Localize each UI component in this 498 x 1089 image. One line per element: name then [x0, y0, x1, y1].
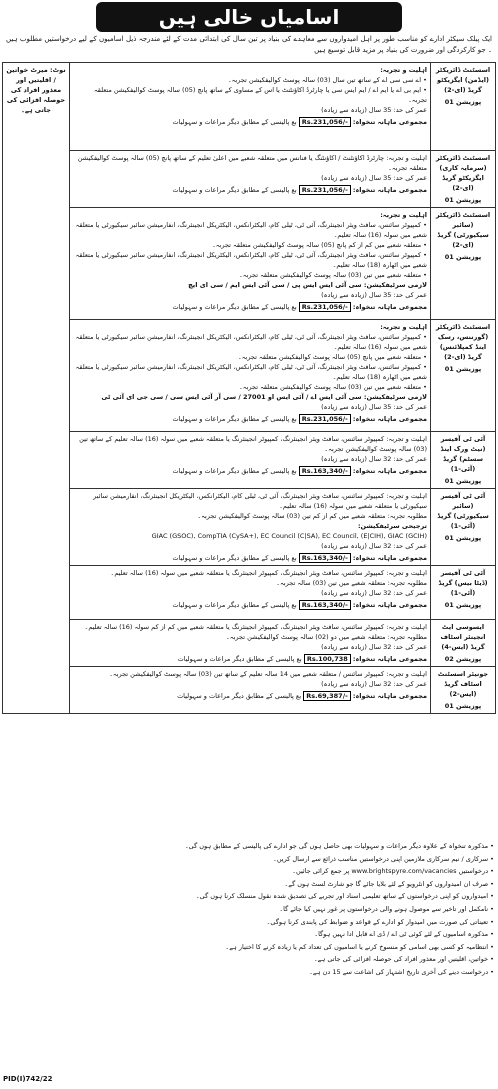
positions-table — [2, 62, 496, 714]
requirement-line: عمر کی حد: 32 سال (زیادہ سے زیادہ) — [321, 643, 427, 651]
salary-line — [73, 654, 427, 664]
position-name: آئی ٹی آفیسر (ڈیٹا بیس) گریڈ (آئی-1) — [438, 569, 488, 597]
salary-label: مجموعی ماہانہ تنخواہ: — [352, 655, 427, 663]
note-item: • نامکمل اور تاخیر سے موصول ہونے والی درخواستوں پر غور نہیں کیا جائے گا۔ — [80, 903, 494, 916]
requirement-line: لازمی سرٹیفکیشن: سی آئی ایس اے / آئی ایس او 27001 / سی آر آئی ایس سی / سی جی ای آئی ٹی — [101, 393, 427, 401]
position-count: پوزیشن 02 — [444, 655, 482, 663]
salary-line — [73, 466, 427, 476]
requirement-line: مطلوبہ تجربہ: متعلقہ شعبے میں کم از کم تین (03) سالہ پوسٹ کوالیفکیشن تجربہ۔ — [197, 512, 427, 520]
requirement-line: • متعلقہ شعبے میں کم از کم پانچ (05) سالہ پوسٹ کوالیفکیشن متعلقہ تجربہ۔ — [211, 241, 427, 249]
position-row — [3, 208, 496, 320]
requirement-line: اہلیت و تجربہ: — [380, 323, 427, 331]
salary-amount: Rs.231,056/- — [299, 414, 351, 424]
position-count: پوزیشن 01 — [444, 534, 482, 542]
requirement-line: عمر کی حد: 32 سال (زیادہ سے زیادہ) — [321, 542, 427, 550]
position-title-cell — [431, 151, 496, 208]
requirement-line: • کمپیوٹر سائنس، سافٹ ویئر انجینئرنگ، آئی ٹی، ٹیلی کام، الیکٹرانکس، الیکٹریکل انجینئرنگ، انفارمیشن سائبر سیکیورٹی یا متعلقہ شعبے میں اٹھارہ (18) سالہ تعلیم۔ — [75, 251, 427, 269]
salary-note: بع پالیسی کے مطابق دیگر مراعات و سہولیات — [172, 554, 297, 562]
position-row — [3, 667, 496, 714]
salary-amount: Rs.69,387/- — [303, 691, 351, 701]
note-item: • امیدواروں کو اپنی درخواستوں کے ساتھ تعلیمی اسناد اور تجربے کی تصدیق شدہ نقول منسلک کرنا ہوں گی۔ — [80, 890, 494, 903]
pid-code: PID(I)742/22 — [3, 1075, 53, 1083]
note-item: • درخواست دینے کی آخری تاریخ اشتہار کی اشاعت سے 15 دن ہے۔ — [80, 966, 494, 979]
position-count: پوزیشن 01 — [444, 98, 482, 106]
salary-note: بع پالیسی کے مطابق دیگر مراعات و سہولیات — [172, 601, 297, 609]
salary-line — [73, 302, 427, 312]
salary-label: مجموعی ماہانہ تنخواہ: — [352, 601, 427, 609]
salary-line — [73, 117, 427, 127]
position-count: پوزیشن 01 — [444, 601, 482, 609]
requirement-line: • متعلقہ شعبے میں پانچ (05) سالہ پوسٹ کوالیفکیشن متعلقہ تجربہ۔ — [237, 353, 427, 361]
position-name: اسسٹنٹ ڈائریکٹر (سائبر سیکیورٹی) گریڈ (ای-2) — [435, 211, 491, 249]
position-title-cell — [431, 208, 496, 320]
position-title-cell — [431, 489, 496, 566]
salary-label: مجموعی ماہانہ تنخواہ: — [352, 554, 427, 562]
position-row — [3, 489, 496, 566]
requirement-line: عمر کی حد: 35 سال (زیادہ سے زیادہ) — [321, 403, 427, 411]
salary-label: مجموعی ماہانہ تنخواہ: — [352, 186, 427, 194]
requirement-line: عمر کی حد: 32 سال (زیادہ سے زیادہ) — [321, 455, 427, 463]
note-item: • درخواستیں www.brightspyre.com/vacancies پر جمع کرائی جائیں۔ — [80, 865, 494, 878]
requirements-cell — [70, 667, 431, 714]
page-title: اسامیاں خالی ہیں — [96, 2, 402, 32]
position-row — [3, 566, 496, 620]
requirement-line: عمر کی حد: 35 سال (زیادہ سے زیادہ) — [321, 106, 427, 114]
position-title-cell — [431, 63, 496, 151]
position-name: جونیئر اسسٹنٹ اسٹاف گریڈ (ایس-2) — [437, 670, 489, 698]
requirement-line: • ایم بی اے یا ایم اے / ایم ایس سی یا چارٹرڈ اکاؤنٹنٹ یا اس کے مساوی کے ساتھ پانچ (05) سالہ پوسٹ کوالیفکیشن متعلقہ تجربہ۔ — [93, 86, 427, 104]
salary-label: مجموعی ماہانہ تنخواہ: — [352, 303, 427, 311]
salary-note: بع پالیسی کے مطابق دیگر مراعات و سہولیات — [172, 118, 297, 126]
salary-line — [73, 691, 427, 701]
position-count: پوزیشن 01 — [444, 702, 482, 710]
salary-line — [73, 553, 427, 563]
salary-line — [73, 414, 427, 424]
salary-line — [73, 185, 427, 195]
salary-note: بع پالیسی کے مطابق دیگر مراعات و سہولیات — [177, 655, 302, 663]
salary-amount: Rs.231,056/- — [299, 117, 351, 127]
requirements-cell — [70, 320, 431, 432]
position-row — [3, 320, 496, 432]
note-item: • سرکاری / نیم سرکاری ملازمین اپنی درخواستیں مناسب ذرائع سے ارسال کریں۔ — [80, 853, 494, 866]
requirement-line: • کمپیوٹر سائنس، سافٹ ویئر انجینئرنگ، آئی ٹی، ٹیلی کام، الیکٹرانکس، الیکٹریکل انجینئرنگ، انفارمیشن سائبر سیکیورٹی یا متعلقہ شعبے میں سولہ (16) سالہ تعلیم۔ — [75, 221, 427, 239]
requirement-line: عمر کی حد: 32 سال (زیادہ سے زیادہ) — [321, 589, 427, 597]
salary-label: مجموعی ماہانہ تنخواہ: — [352, 692, 427, 700]
requirement-line: GIAC (GSOC), CompTIA (CySA+), EC Council (C|SA), EC Council, (E|CIH), GIAC (GCIH) — [151, 532, 427, 540]
requirement-line: عمر کی حد: 35 سال (زیادہ سے زیادہ) — [321, 291, 427, 299]
salary-label: مجموعی ماہانہ تنخواہ: — [352, 467, 427, 475]
requirement-line: اہلیت و تجربہ: کمپیوٹر سائنس / متعلقہ شعبے میں 14 سالہ تعلیم کے ساتھ تین (03) سالہ پوسٹ کوالیفکیشن تجربہ۔ — [109, 670, 427, 678]
position-name: آئی ٹی آفیسر (نیٹ ورک اینڈ سسٹم) گریڈ (آئی-1) — [440, 435, 486, 473]
position-row — [3, 63, 496, 151]
requirements-cell — [70, 63, 431, 151]
requirement-line: • متعلقہ شعبے میں تین (03) سالہ پوسٹ کوالیفکیشن متعلقہ تجربہ۔ — [239, 383, 427, 391]
requirement-line: • متعلقہ شعبے میں تین (03) سالہ پوسٹ کوالیفکیشن متعلقہ تجربہ۔ — [239, 271, 427, 279]
salary-label: مجموعی ماہانہ تنخواہ: — [352, 118, 427, 126]
position-title-cell — [431, 432, 496, 489]
salary-amount: Rs.231,056/- — [299, 185, 351, 195]
salary-amount: Rs.163,340/- — [299, 600, 351, 610]
requirement-line: اہلیت و تجربہ: کمپیوٹر سائنس، سافٹ ویئر انجینئرنگ، کمپیوٹر انجینئرنگ یا متعلقہ شعبے میں سولہ (16) سالہ تعلیم۔ — [110, 569, 427, 577]
position-name: آئی ٹی آفیسر (سائبر سیکیورٹی) گریڈ (آئی-1) — [437, 492, 489, 530]
salary-line — [73, 600, 427, 610]
position-row — [3, 620, 496, 667]
salary-note: بع پالیسی کے مطابق دیگر مراعات و سہولیات — [177, 692, 302, 700]
requirement-line: • کمپیوٹر سائنس، سافٹ ویئر انجینئرنگ، آئی ٹی، ٹیلی کام، الیکٹرانکس، الیکٹریکل انجینئرنگ، انفارمیشن سائبر سیکیورٹی یا متعلقہ شعبے میں سولہ (16) سالہ تعلیم۔ — [75, 333, 427, 351]
requirements-cell — [70, 566, 431, 620]
requirements-cell — [70, 432, 431, 489]
position-count: پوزیشن 01 — [444, 477, 482, 485]
position-name: اسسٹنٹ ڈائریکٹر (سرمایہ کاری) ایگزیکٹو گریڈ (ای-2) — [435, 154, 491, 192]
requirement-line: ترجیحی سرٹیفکیشن: — [357, 522, 427, 530]
position-title-cell — [431, 566, 496, 620]
note-item: • انتظامیہ کو کسی بھی اسامی کو منسوخ کرنے یا اسامیوں کی تعداد کم یا زیادہ کرنے کا اختیار ہے۔ — [80, 941, 494, 954]
requirements-cell — [70, 151, 431, 208]
position-count: پوزیشن 01 — [444, 196, 482, 204]
requirement-line: مطلوبہ تجربہ: متعلقہ شعبے میں تین (03) سالہ تجربہ۔ — [276, 579, 427, 587]
salary-note: بع پالیسی کے مطابق دیگر مراعات و سہولیات — [172, 415, 297, 423]
requirement-line: اہلیت و تجربہ: کمپیوٹر سائنس، سافٹ ویئر انجینئرنگ، آئی ٹی، ٹیلی کام، الیکٹرانکس، الیکٹریکل انجینئرنگ، انفارمیشن سائبر سیکیورٹی یا متعلقہ شعبے میں سولہ (16) سالہ تعلیم۔ — [93, 492, 427, 510]
requirement-line: مطلوبہ تجربہ: متعلقہ شعبے میں دو (02) سالہ پوسٹ کوالیفکیشن تجربہ۔ — [226, 633, 427, 641]
requirement-line: اہلیت و تجربہ: — [380, 66, 427, 74]
salary-note: بع پالیسی کے مطابق دیگر مراعات و سہولیات — [172, 186, 297, 194]
requirements-cell — [70, 208, 431, 320]
requirement-line: عمر کی حد: 32 سال (زیادہ سے زیادہ) — [321, 680, 427, 688]
position-title-cell — [431, 620, 496, 667]
salary-amount: Rs.100,738 — [304, 654, 351, 664]
salary-note: بع پالیسی کے مطابق دیگر مراعات و سہولیات — [172, 303, 297, 311]
position-count: پوزیشن 01 — [444, 253, 482, 261]
position-title-cell — [431, 667, 496, 714]
position-row — [3, 432, 496, 489]
requirements-cell — [70, 489, 431, 566]
note-item: • تعیناتی کی صورت میں امیدوار کو ادارے کے قواعد و ضوابط کی پابندی کرنا ہوگی۔ — [80, 916, 494, 929]
salary-note: بع پالیسی کے مطابق دیگر مراعات و سہولیات — [172, 467, 297, 475]
position-row — [3, 151, 496, 208]
side-note-cell: نوٹ: میرٹ خواتین / اقلیتیں اور معذور افراد کی حوصلہ افزائی کی جاتی ہے۔ — [3, 63, 70, 714]
notes-list — [80, 840, 494, 979]
requirement-line: لازمی سرٹیفکیشن: سی آئی ایس ایس پی / سی آئی ایس ایم / سی ای ایچ — [188, 281, 427, 289]
salary-amount: Rs.163,340/- — [299, 553, 351, 563]
salary-amount: Rs.231,056/- — [299, 302, 351, 312]
salary-label: مجموعی ماہانہ تنخواہ: — [352, 415, 427, 423]
requirement-line: اہلیت و تجربہ: — [380, 211, 427, 219]
requirement-line: عمر کی حد: 35 سال (زیادہ سے زیادہ) — [321, 174, 427, 182]
note-item: • صرف ان امیدواروں کو انٹرویو کے لئے بلایا جائے گا جو شارٹ لسٹ ہوں گے۔ — [80, 878, 494, 891]
position-name: ایسوسی ایٹ انجینئر اسٹاف گریڈ (ایس-4) — [440, 623, 486, 651]
position-count: پوزیشن 01 — [444, 365, 482, 373]
intro-text: ایک پبلک سیکٹر ادارے کو مناسب طور پر اہل امیدواروں سے معاہدے کی بنیاد پر تین سال کی ابتدائی مدت کے لئے مندرجہ ذیل اسامیوں کے لیے درخواستیں مطلوب ہیں ۔ جو کارکردگی اور ضرورت کی بنیاد پر مزید قابل توسیع ہیں — [6, 35, 492, 54]
note-item: • مذکورہ اسامیوں کے لئے کوئی ٹی اے / ڈی اے قابل ادا نہیں ہوگا۔ — [80, 928, 494, 941]
requirement-line: • اے سی سی اے کے ساتھ تین سال (03) سالہ پوسٹ کوالیفکیشن تجربہ۔ — [227, 76, 427, 84]
requirement-line: • کمپیوٹر سائنس، سافٹ ویئر انجینئرنگ، آئی ٹی، ٹیلی کام، الیکٹرانکس، الیکٹریکل انجینئرنگ، انفارمیشن سائبر سیکیورٹی یا متعلقہ شعبے میں اٹھارہ (18) سالہ تعلیم۔ — [75, 363, 427, 381]
requirement-line: اہلیت و تجربہ: کمپیوٹر سائنس، سافٹ ویئر انجینئرنگ، کمپیوٹر انجینئرنگ یا متعلقہ شعبے میں کم از کم سولہ (16) سالہ تعلیم۔ — [84, 623, 427, 631]
position-name: اسسٹنٹ ڈائریکٹر (ایڈمن) ایگزیکٹو گریڈ (ای-2) — [435, 66, 491, 94]
requirement-line: اہلیت و تجربہ: چارٹرڈ اکاؤنٹنٹ / اکاؤنٹنگ یا فنانس میں متعلقہ شعبے میں اعلیٰ تعلیم کے ساتھ پانچ (05) سالہ پوسٹ کوالیفکیشن متعلقہ تجربہ۔ — [77, 154, 427, 172]
salary-amount: Rs.163,340/- — [299, 466, 351, 476]
position-title-cell — [431, 320, 496, 432]
requirement-line: اہلیت و تجربہ: کمپیوٹر سائنس، سافٹ ویئر انجینئرنگ، کمپیوٹر انجینئرنگ یا متعلقہ شعبے میں سولہ (16) سالہ تعلیم کے ساتھ تین (03) سالہ پوسٹ کوالیفکیشن تجربہ۔ — [79, 435, 427, 453]
note-item: • مذکورہ تنخواہ کے علاوہ دیگر مراعات و سہولیات بھی حاصل ہوں گی جو ادارے کی پالیسی کے مطابق ہوں گی۔ — [80, 840, 494, 853]
note-item: • خواتین، اقلیتیں اور معذور افراد کی حوصلہ افزائی کی جاتی ہے۔ — [80, 953, 494, 966]
requirements-cell — [70, 620, 431, 667]
position-name: اسسٹنٹ ڈائریکٹر (گورننس، رسک اینڈ کمپلائنس) گریڈ (ای-2) — [435, 323, 491, 361]
